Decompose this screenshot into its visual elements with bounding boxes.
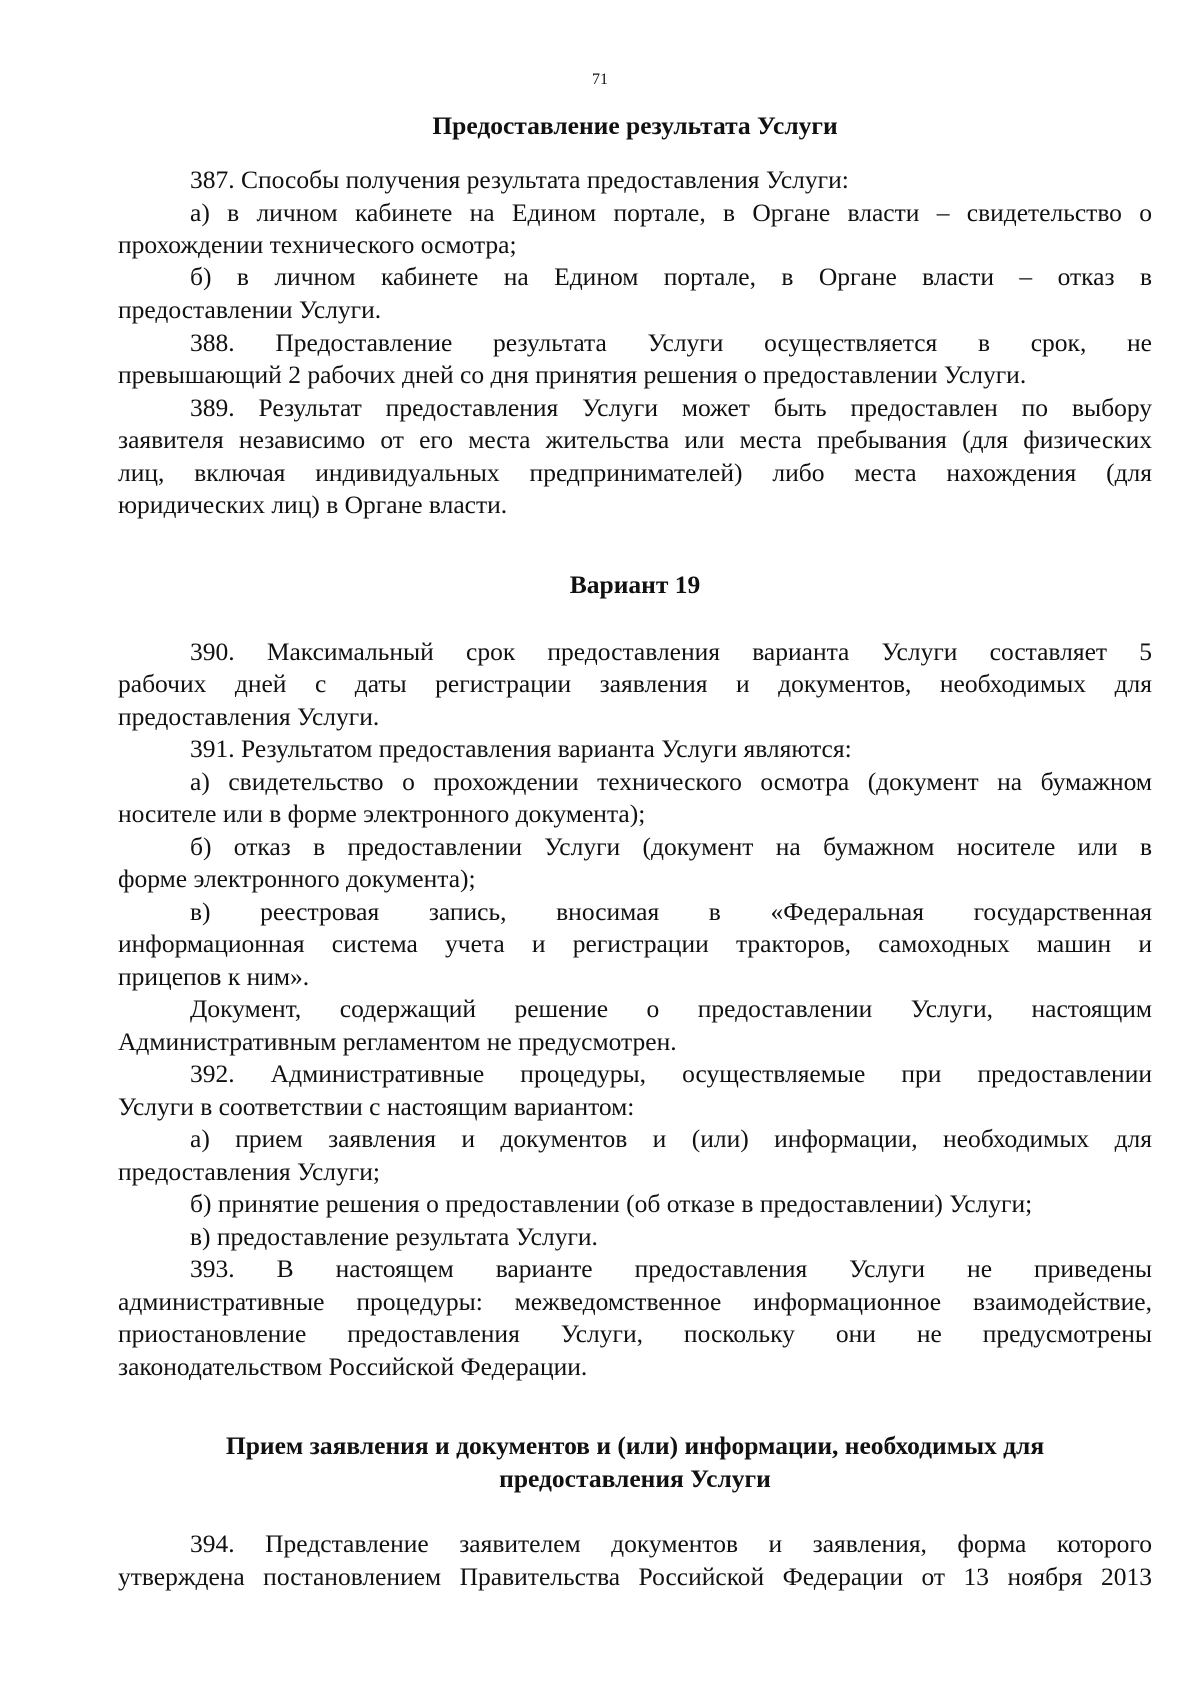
text-line: Документ, содержащий решение о предоставлении Услуги, настоящим [190,994,1152,1023]
text-line: приостановление предоставления Услуги, поскольку они не предусмотрены [118,1319,1152,1348]
text-line: а) прием заявления и документов и (или) информации, необходимых для [190,1124,1152,1153]
text-line: административные процедуры: межведомственное информационное взаимодействие, [118,1287,1152,1316]
section-heading-reception-line1: Прием заявления и документов и (или) информации, необходимых для [225,1431,1045,1460]
text-line: предоставления Услуги; [118,1157,380,1186]
text-line: рабочих дней с даты регистрации заявления и документов, необходимых для [118,669,1152,698]
text-line: форме электронного документа); [118,864,476,893]
text-line: юридических лиц) в Органе власти. [118,490,508,519]
text-line: Административным регламентом не предусмотрен. [118,1027,677,1056]
text-line: а) в личном кабинете на Едином портале, в Органе власти – свидетельство о [190,198,1152,227]
text-line: б) отказ в предоставлении Услуги (документ на бумажном носителе или в [190,832,1152,861]
text-line: 390. Максимальный срок предоставления варианта Услуги составляет 5 [190,637,1152,666]
text-line: законодательством Российской Федерации. [118,1352,588,1381]
text-line: информационная система учета и регистрации тракторов, самоходных машин и [118,929,1152,958]
text-line: Услуги в соответствии с настоящим вариантом: [118,1092,635,1121]
section-heading-result: Предоставление результата Услуги [432,111,838,140]
text-line: 389. Результат предоставления Услуги может быть предоставлен по выбору [190,393,1152,422]
text-line: носителе или в форме электронного документа); [118,799,646,828]
section-heading-reception-line2: предоставления Услуги [499,1464,771,1493]
text-line: предоставления Услуги. [118,702,380,731]
text-line: б) в личном кабинете на Едином портале, в Органе власти – отказ в [190,262,1152,291]
text-line: утверждена постановлением Правительства Российской Федерации от 13 ноября 2013 [118,1562,1152,1591]
text-line: 387. Способы получения результата предоставления Услуги: [190,165,849,194]
text-line: превышающий 2 рабочих дней со дня принятия решения о предоставлении Услуги. [118,360,1027,389]
text-line: б) принятие решения о предоставлении (об отказе в предоставлении) Услуги; [190,1189,1033,1218]
section-heading-variant: Вариант 19 [569,570,701,599]
text-line: а) свидетельство о прохождении технического осмотра (документ на бумажном [190,767,1152,796]
text-line: 391. Результатом предоставления варианта Услуги являются: [190,734,852,763]
text-line: 388. Предоставление результата Услуги осуществляется в срок, не [190,328,1152,357]
text-line: лиц, включая индивидуальных предпринимателей) либо места нахождения (для [118,458,1152,487]
text-line: в) реестровая запись, вносимая в «Федеральная государственная [190,897,1152,926]
text-line: предоставлении Услуги. [118,295,382,324]
text-line: прицепов к ним». [118,962,310,991]
text-line: в) предоставление результата Услуги. [190,1222,598,1251]
text-line: 392. Административные процедуры, осуществляемые при предоставлении [190,1059,1152,1088]
page-number: 71 [592,71,608,88]
text-line: прохождении технического осмотра; [118,230,517,259]
text-line: 393. В настоящем варианте предоставления Услуги не приведены [190,1254,1152,1283]
text-line: заявителя независимо от его места жительства или места пребывания (для физических [118,425,1152,454]
text-line: 394. Представление заявителем документов и заявления, форма которого [190,1529,1152,1558]
